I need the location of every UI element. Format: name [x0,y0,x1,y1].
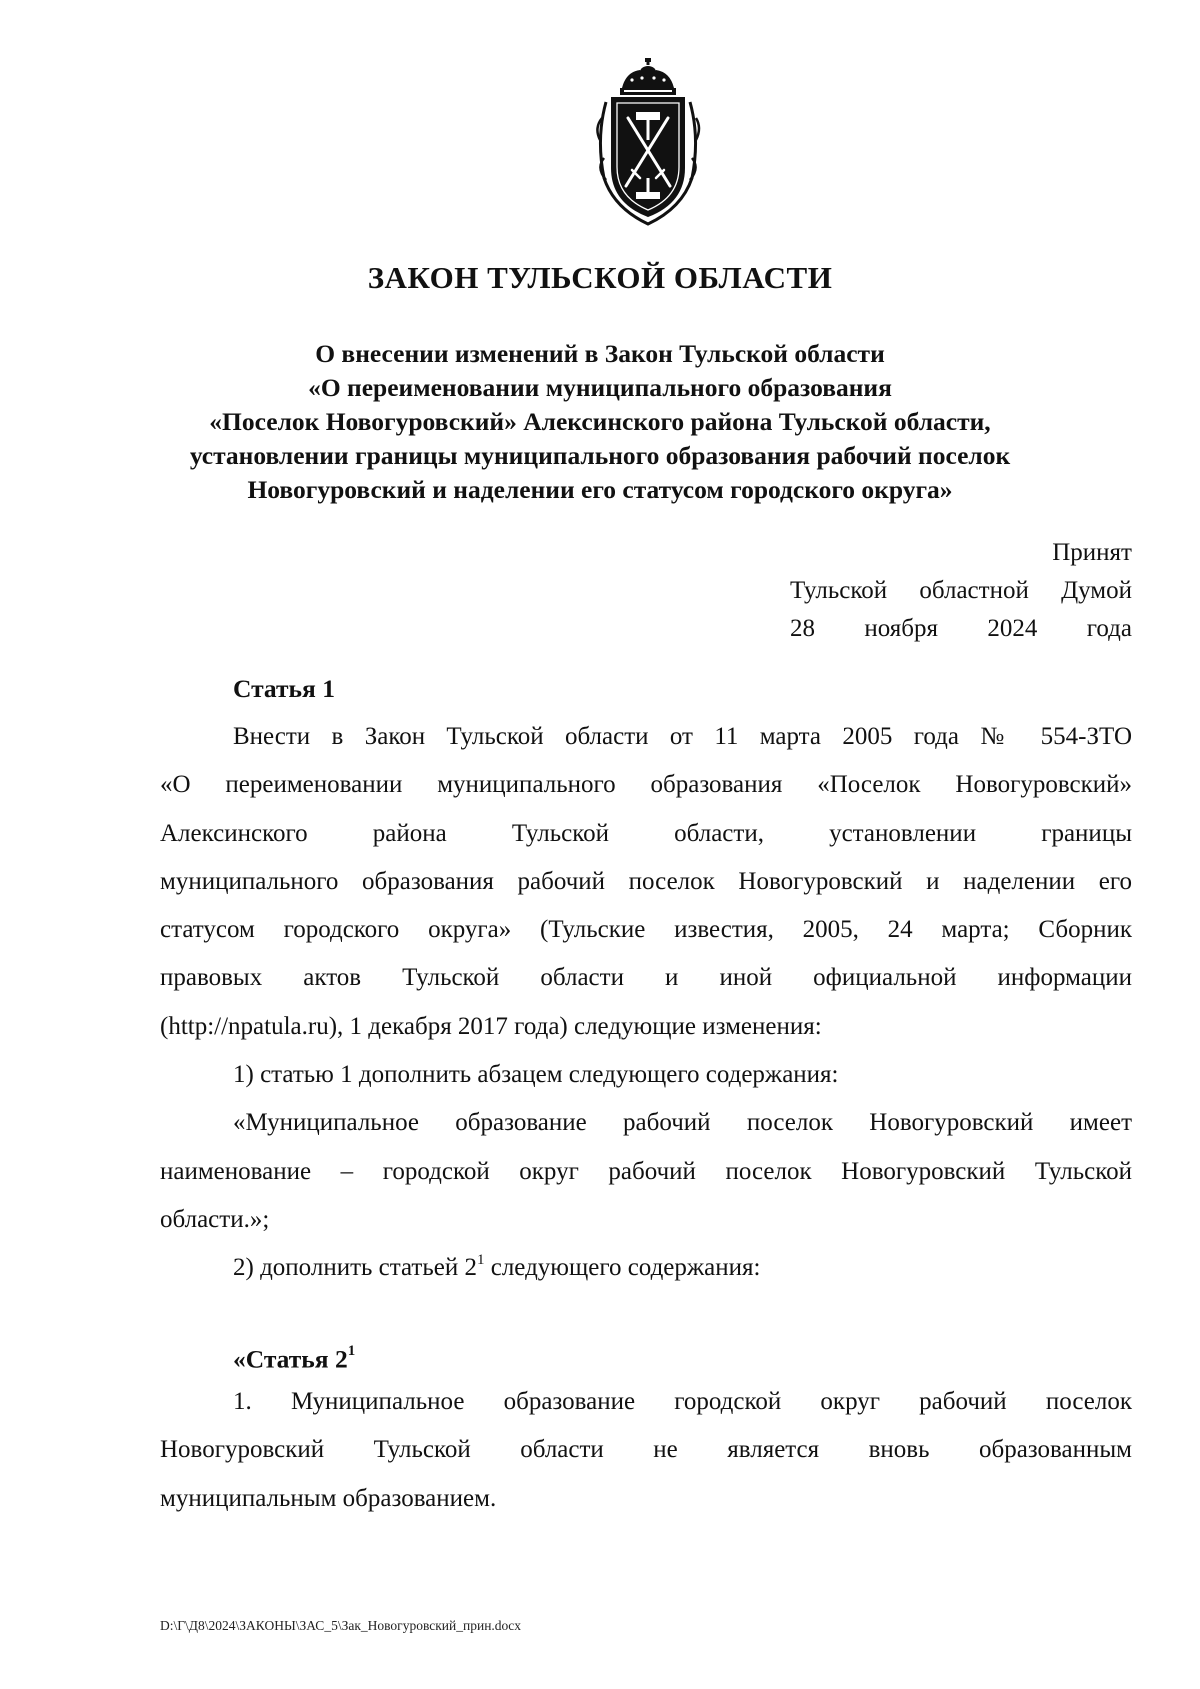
adopted-date [790,610,1132,648]
law-title: ЗАКОН ТУЛЬСКОЙ ОБЛАСТИ [367,260,833,295]
amendment-item-1: 1) статью 1 дополнить абзацем следующего содержания: [233,1061,839,1089]
subtitle-line: Новогуровский и наделении его статусом городского округа» [247,475,953,504]
text-line: Внести в Закон Тульской области от 11 марта 2005 года № 554-ЗТО [233,723,1132,750]
item-2-text-end: следующего содержания: [484,1254,761,1282]
item-2-text: 2) дополнить статьей 2 [233,1254,477,1282]
adopted-by: Тульской областной Думой [790,577,1132,604]
quote-line: области.»; [160,1205,270,1233]
article-1-heading: Статья 1 [233,674,335,703]
adopted-month: ноября [864,615,938,642]
quote-line: наименование – городской округ рабочий поселок Новогуровский Тульской [160,1157,1132,1185]
text-line: «О переименовании муниципального образования «Поселок Новогуровский» [160,771,1132,799]
article-2-1-point-1 [160,1378,1132,1523]
subtitle-line: О внесении изменений в Закон Тульской области [315,339,885,368]
quote-line: «Муниципальное образование рабочий поселок Новогуровский имеет [233,1109,1132,1137]
article-2-1-heading-text: «Статья 2 [233,1344,348,1374]
adoption-block [790,534,1132,648]
law-subtitle [170,337,1030,507]
text-line: (http://npatula.ru), 1 декабря 2017 года) следующие изменения: [160,1012,822,1040]
adopted-day: 28 [790,615,815,642]
amendment-item-2 [160,1244,1132,1292]
file-path-footer: D:\Г\Д8\2024\ЗАКОНЫ\ЗАС_5\Зак_Новогуровский_прин.docx [160,1618,522,1633]
subtitle-line: «Поселок Новогуровский» Алексинского района Тульской области, [209,407,991,436]
adopted-label: Принят [1052,539,1132,566]
tula-coat-of-arms-emblem [592,58,704,228]
article-2-1-heading-superscript: 1 [347,1343,356,1359]
text-line: правовых актов Тульской области и иной официальной информации [160,964,1132,992]
text-line: Алексинского района Тульской области, установлении границы [160,819,1132,847]
subtitle-line: установлении границы муниципального образования рабочий поселок [189,441,1011,470]
adopted-year-word: года [1086,615,1132,642]
text-line: Новогуровский Тульской области не является вновь образованным [160,1436,1132,1464]
item-2-superscript: 1 [476,1251,485,1268]
adopted-year: 2024 [987,615,1038,642]
text-line: 1. Муниципальное образование городской округ рабочий поселок [233,1388,1132,1415]
article-1-intro [160,713,1132,1293]
text-line: муниципального образования рабочий поселок Новогуровский и наделении его [160,867,1132,895]
subtitle-line: «О переименовании муниципального образования [308,373,892,402]
article-2-1-heading [233,1337,355,1377]
text-line: статусом городского округа» (Тульские известия, 2005, 24 марта; Сборник [160,916,1132,944]
text-line: муниципальным образованием. [160,1484,497,1512]
